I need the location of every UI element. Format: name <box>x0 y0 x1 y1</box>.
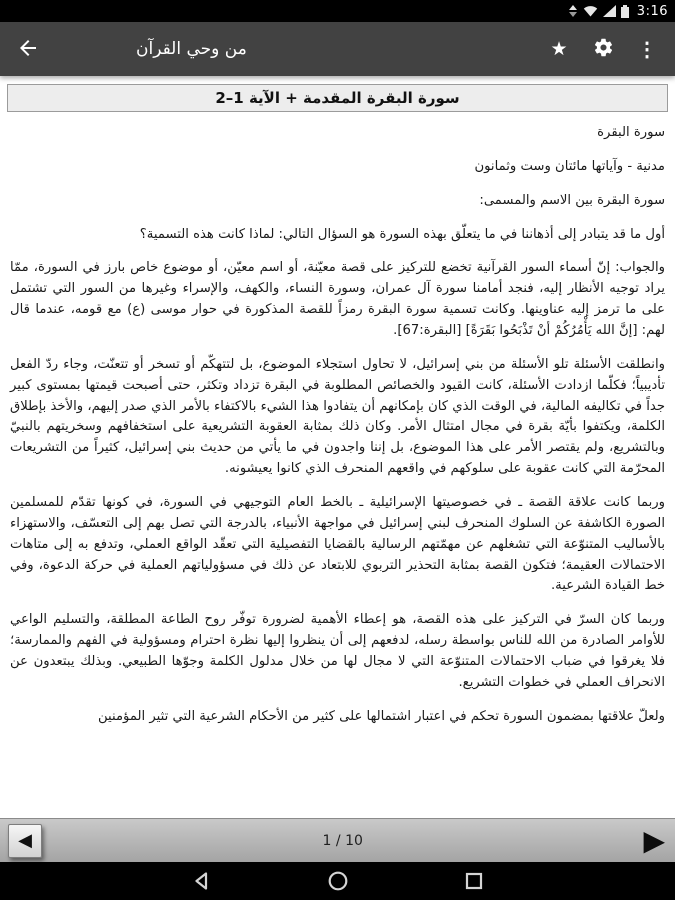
paragraph: والجواب: إنّ أسماء السور القرآنية تخضع للتركيز على قصة معيّنة، أو اسم معيّن، أو موضوع خاص بارز في السورة، ممّا يراد توجيه الأنظار إليه، فنجد أمامنا سورة آل عمران، وسورة النساء، والكهف، والإسراء وغيرها من السور التي تشتمل على ما ترمز إليه عناوينها. وكانت تسمية سورة البقرة رمزاً للقصة المذكورة في حوار موسى (ع) مع قومه، عندما قال لهم: [إنَّ الله يَأْمُرُكُمْ أنْ تَذْبَحُوا بَقَرَةً] [البقرة:67]. <box>10 260 665 339</box>
paragraph: أول ما قد يتبادر إلى أذهاننا في ما يتعلّق بهذه السورة هو السؤال التالي: لماذا كانت هذه التسمية؟ <box>139 226 665 242</box>
wifi-icon <box>583 5 598 17</box>
gear-icon <box>593 37 614 61</box>
paragraph: سورة البقرة <box>597 125 665 140</box>
status-bar <box>0 0 675 22</box>
app-title: من وحي القرآن <box>136 39 247 59</box>
star-icon: ★ <box>550 38 568 60</box>
section-title: سورة البقرة المقدمة + الآية 1–2 <box>215 89 460 107</box>
nav-recents-square-icon <box>463 870 485 892</box>
overflow-dots-icon: ⋮ <box>637 38 657 61</box>
paragraph: وربما كان السرّ في التركيز على هذه القصة، هو إعطاء الأهمية لضرورة توفّر روح الطاعة المطلقة، والتسليم الواعي للأوامر الصادرة من الله للناس بواسطة رسله، لدفعهم إلى أن ينظروا إليها نظرة احترام ومسؤولية في الفهم والممارسة؛ فلا يغرقوا في ضباب الاحتمالات المتنوّعة التي لا مجال لها من خلال مدلول الكلمة وجوّها الطبيعي. وبذلك يبتعدون عن الانحراف العملي في خطوات التشريع. <box>10 612 665 690</box>
arrow-back-icon <box>16 36 40 63</box>
paragraph: وربما كانت علاقة القصة ـ في خصوصيتها الإسرائيلية ـ بالخط العام التوجيهي في السورة، في كونها تقدّم للمسلمين الصورة الكاشفة عن السلوك المنحرف لبني إسرائيل في مواجهة الأنبياء، بالدرجة التي تصل بهم إلى التعسّف، والاستهزاء بالأساليب المتنوّعة التي تشغلهم عن مهمّتهم الرسالية بالقضايا التفصيلية التي تعقّد الواقع العملي، وتدفع به إلى متاهات الاحتمالات العقيمة؛ فتكون القصة بمثابة التحذير التربوي للابتعاد عن ذلك في مسؤولياتهم العملية في حركة الدعوة، وفي خط القيادة الشرعية. <box>10 495 665 594</box>
favorite-button[interactable] <box>537 27 581 71</box>
section-header <box>7 84 668 112</box>
back-button[interactable] <box>6 27 50 71</box>
page-indicator: 1 / 10 <box>322 832 363 849</box>
status-time: 3:16 <box>636 3 668 19</box>
app-toolbar <box>0 22 675 76</box>
app-actions <box>537 27 669 71</box>
next-arrow-icon: ▶ <box>643 824 665 856</box>
overflow-menu-button[interactable] <box>625 27 669 71</box>
paragraph: سورة البقرة بين الاسم والمسمى: <box>479 192 665 208</box>
nav-home-circle-icon <box>327 870 349 892</box>
battery-icon <box>621 5 629 18</box>
prev-arrow-icon: ◀ <box>18 830 32 850</box>
nav-home-button[interactable] <box>316 864 360 898</box>
android-nav-bar <box>0 862 675 900</box>
pager-bar <box>0 818 675 862</box>
nav-back-triangle-icon <box>191 870 213 892</box>
nav-recents-button[interactable] <box>452 864 496 898</box>
main-area <box>0 76 675 818</box>
signal-icon <box>603 5 616 17</box>
content-text[interactable] <box>0 112 675 818</box>
prev-page-button[interactable] <box>8 824 42 858</box>
paragraph: ولعلّ علاقتها بمضمون السورة تحكم في اعتبار اشتمالها على كثير من الأحكام الشرعية التي تثير المؤمنين <box>97 708 665 724</box>
settings-button[interactable] <box>581 27 625 71</box>
network-activity-icon <box>568 5 578 17</box>
paragraph: وانطلقت الأسئلة تلو الأسئلة من بني إسرائيل، لا تحاول استجلاء الموضوع، بل لتتهكّم أو تسخر أو تتعنّت، وجاء ردّ الفعل تأديبياً؛ فكلّما ازدادت الأسئلة، كانت القيود والخصائص المطلوبة في البقرة تزداد وتكثر، حتى أصبحت قيمتها بمستوى كبير جداً في تكاليفه المالية، في الوقت الذي كان بإمكانهم أن يتفادوا هذا الشيء بالاكتفاء بالأمر الذي صدر إليهم، والأخذ بإطلاق الكلمة، ويكتفوا بأيّة بقرة في مجال امتثال الأمر. وكان ذلك بمثابة العقوبة التشريعية على استخفافهم وسخريتهم بالنبيّ وبالتشريع، ولم يقتصر الأمر على هذا الموضوع، بل إننا واجدون في ما يأتي من حديث بني إسرائيل، كثيراً من التشريعات المحرّمة التي كانت عقوبة على سلوكهم في واقعهم المنحرف الذي كانوا يعيشونه. <box>10 356 665 477</box>
nav-back-button[interactable] <box>180 864 224 898</box>
next-page-button[interactable] <box>643 824 665 856</box>
paragraph: مدنية - وآياتها مائتان وست وثمانون <box>474 158 665 174</box>
